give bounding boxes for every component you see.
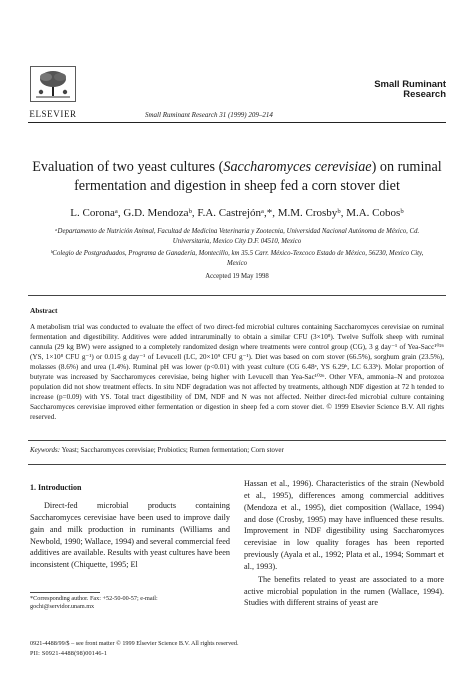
body-divider (28, 464, 446, 465)
keywords (30, 446, 444, 454)
abstract-heading: Abstract (30, 306, 58, 315)
title-species: Saccharomyces cerevisiae (223, 159, 372, 175)
accepted-date: Accepted 19 May 1998 (205, 273, 269, 280)
article-title (22, 158, 452, 196)
journal-brand (374, 80, 446, 100)
keywords-text: Yeast; Saccharomyces cerevisiae; Probiotics; Rumen fermentation; Corn stover (61, 446, 284, 454)
copyright-line: 0921-4488/99/$ – see front matter © 1999 Elsevier Science B.V. All rights reserved. (30, 640, 239, 647)
abstract-text: A metabolism trial was conducted to evaluate the effect of two direct-fed microbial cultures containing Saccharomyces cerevisiae on ruminal fermentation and digestibility. Additives were added intraruminally to obtain a similar CFU (3×10⁸). Twelve Suffolk sheep with ruminal cannula (29 kg BW) were assigned to a completely randomized design where treatments were control group (CG), 3 g day⁻¹ of Yea-Sacc¹⁰²⁶ (YS, 1×10⁸ CFU g⁻¹) or 0.015 g day⁻¹ of Levucell (LC, 20×10⁹ CFU g⁻¹). Diet was based on corn stover (66.5%), sorghum grain (23.5%), molasses (8.6%) and urea (1.4%). Ruminal pH was lower (p<0.01) with yeast culture (CG 6.48ᵃ, YS 6.29ᵇ, LC 6.33ᵇ). Molar proportion of butyrate was increased by Saccharomyces cerevisiae, being higher with Levucell than Yea-Sac¹⁰²⁶. Other VFA, ammonia–N and protozoa population did not show treatment effects. In situ NDF degradation was not affected by treatments, although NDF digestion at 72 h tended to increase (p=0.09) with YS. Total tract digestibility of DM, NDF and N was not affected. Neither direct-fed microbial culture containing Saccharomyces cerevisiae improved either fermentation or digestion in sheep fed a corn stover diet. © 1999 Elsevier Science B.V. All rights reserved. (30, 323, 444, 422)
corresponding-line-1: *Corresponding author. Fax: +52-50-00-57; e-mail: (30, 595, 158, 602)
footnote-divider (30, 592, 100, 593)
author-list: L. Coronaᵃ, G.D. Mendozaᵇ, F.A. Castrejónᵃ,*, M.M. Crosbyᵇ, M.A. Cobosᵇ (70, 207, 404, 219)
affiliation-a-line-2: Universitaria, Mexico City D.F. 04510, Mexico (172, 237, 302, 245)
corresponding-author-note (30, 595, 230, 612)
keywords-label: Keywords: (30, 446, 61, 454)
intro-right-column (244, 478, 444, 609)
intro-right-paragraph-2: The benefits related to yeast are associated to a more active microbial population in the rumen (Wallace, 1994). Studies with different strains of yeast are (244, 574, 444, 608)
journal-brand-line-1: Small Ruminant (374, 79, 446, 90)
abstract-top-divider (28, 295, 446, 296)
publisher-name: ELSEVIER (29, 109, 77, 119)
corresponding-line-2: gochi@servidor.unam.mx (30, 603, 95, 611)
intro-right-paragraph-1: Hassan et al., 1996). Characteristics of the strain (Newbold et al., 1995), differences among commercial additives (Mendoza et al., 1995), diet composition (Wallace, 1994) and dose (Crosby, 1995) may have influenced these results. Improvement in NDF digestibility using Saccharomyces cerevisiae in low quality forages has been reported previously (Ayala et al., 1992; Plata et al., 1994; Sommart et al., 1993). (244, 479, 444, 571)
header-divider (28, 122, 446, 123)
section-heading: 1. Introduction (30, 483, 82, 492)
affiliation-b (26, 249, 448, 268)
pii-line: PII: S0921-4488(98)00146-1 (30, 650, 108, 657)
affiliation-a (26, 227, 448, 246)
title-part-2: ) on ruminal fermentation and digestion in sheep fed a corn stover diet (74, 159, 442, 194)
elsevier-tree-icon (30, 66, 76, 102)
journal-reference: Small Ruminant Research 31 (1999) 209–214 (145, 111, 273, 119)
affiliation-b-line-1: ᵇColegio de Postgraduados, Programa de Ganadería, Montecillo, km 35.5 Carr. México-Texcoco Estado de México, 56230, Mexico City, (50, 250, 424, 257)
journal-brand-line-2: Research (403, 89, 446, 100)
title-part-1: Evaluation of two yeast cultures ( (32, 159, 224, 175)
affiliation-a-line-1: ᵃDepartamento de Nutrición Animal, Facultad de Medicina Veterinaria y Zootecnia, Universidad Nacional Autónoma de México, Cd. (54, 228, 420, 235)
intro-left-paragraph: Direct-fed microbial products containing Saccharomyces cerevisiae have been used to improve daily gain and milk production in ruminants (Williams and Newbold, 1990; Wallace, 1994) and several commercial feed additives are available. Results with yeast cultures have been inconsistent (Chiquette, 1995; El (30, 501, 230, 570)
affiliation-b-line-2: Mexico (227, 259, 247, 267)
publisher-logo (28, 66, 78, 119)
keywords-divider (28, 440, 446, 441)
